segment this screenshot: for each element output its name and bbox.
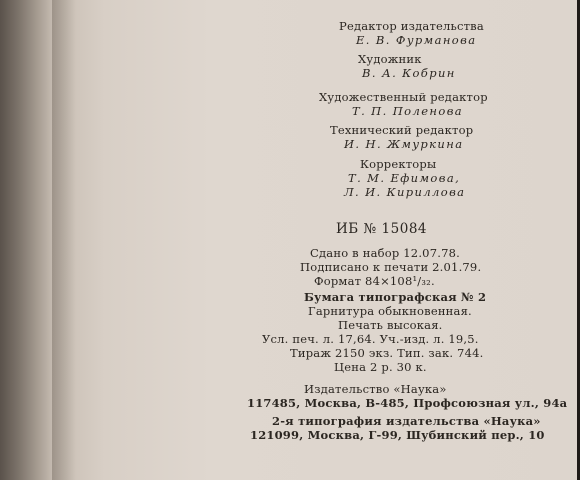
publisher-address: 117485, Москва, В-485, Профсоюзная ул., 94а: [247, 396, 568, 410]
book-gutter-shadow: [0, 0, 52, 480]
publisher-name: Издательство «Наука»: [304, 382, 447, 396]
imprint-typeface: Гарнитура обыкновенная.: [308, 304, 472, 318]
imprint-printing: Печать высокая.: [338, 318, 443, 332]
credit-role-publisher-editor: Редактор издательства: [339, 19, 484, 33]
imprint-paper: Бумага типографская № 2: [304, 290, 487, 304]
credit-name-proofreader-1: Т. М. Ефимова,: [348, 171, 461, 185]
credit-role-artist: Художник: [358, 52, 422, 66]
printer-address: 121099, Москва, Г-99, Шубинский пер., 10: [250, 428, 545, 442]
credit-name-art-editor: Т. П. Поленова: [352, 104, 464, 118]
printer-name: 2-я типография издательства «Наука»: [272, 414, 541, 428]
imprint-typeset-date: Сдано в набор 12.07.78.: [310, 246, 460, 260]
imprint-price: Цена 2 р. 30 к.: [334, 360, 427, 374]
imprint-signed-date: Подписано к печати 2.01.79.: [300, 260, 482, 274]
ib-number: ИБ № 15084: [336, 221, 427, 237]
imprint-sheets: Усл. печ. л. 17,64. Уч.-изд. л. 19,5.: [262, 332, 479, 346]
credit-role-proofreaders: Корректоры: [360, 157, 437, 171]
imprint-circulation: Тираж 2150 экз. Тип. зак. 744.: [290, 346, 484, 360]
credit-role-art-editor: Художественный редактор: [319, 90, 488, 104]
page-spine-shade: [52, 0, 76, 480]
imprint-format: Формат 84×108¹/₃₂.: [314, 274, 435, 288]
credit-name-publisher-editor: Е. В. Фурманова: [356, 33, 477, 47]
credit-role-tech-editor: Технический редактор: [330, 123, 474, 137]
credit-name-artist: В. А. Кобрин: [362, 66, 456, 80]
credit-name-tech-editor: И. Н. Жмуркина: [344, 137, 464, 151]
credit-name-proofreader-2: Л. И. Кириллова: [344, 185, 466, 199]
